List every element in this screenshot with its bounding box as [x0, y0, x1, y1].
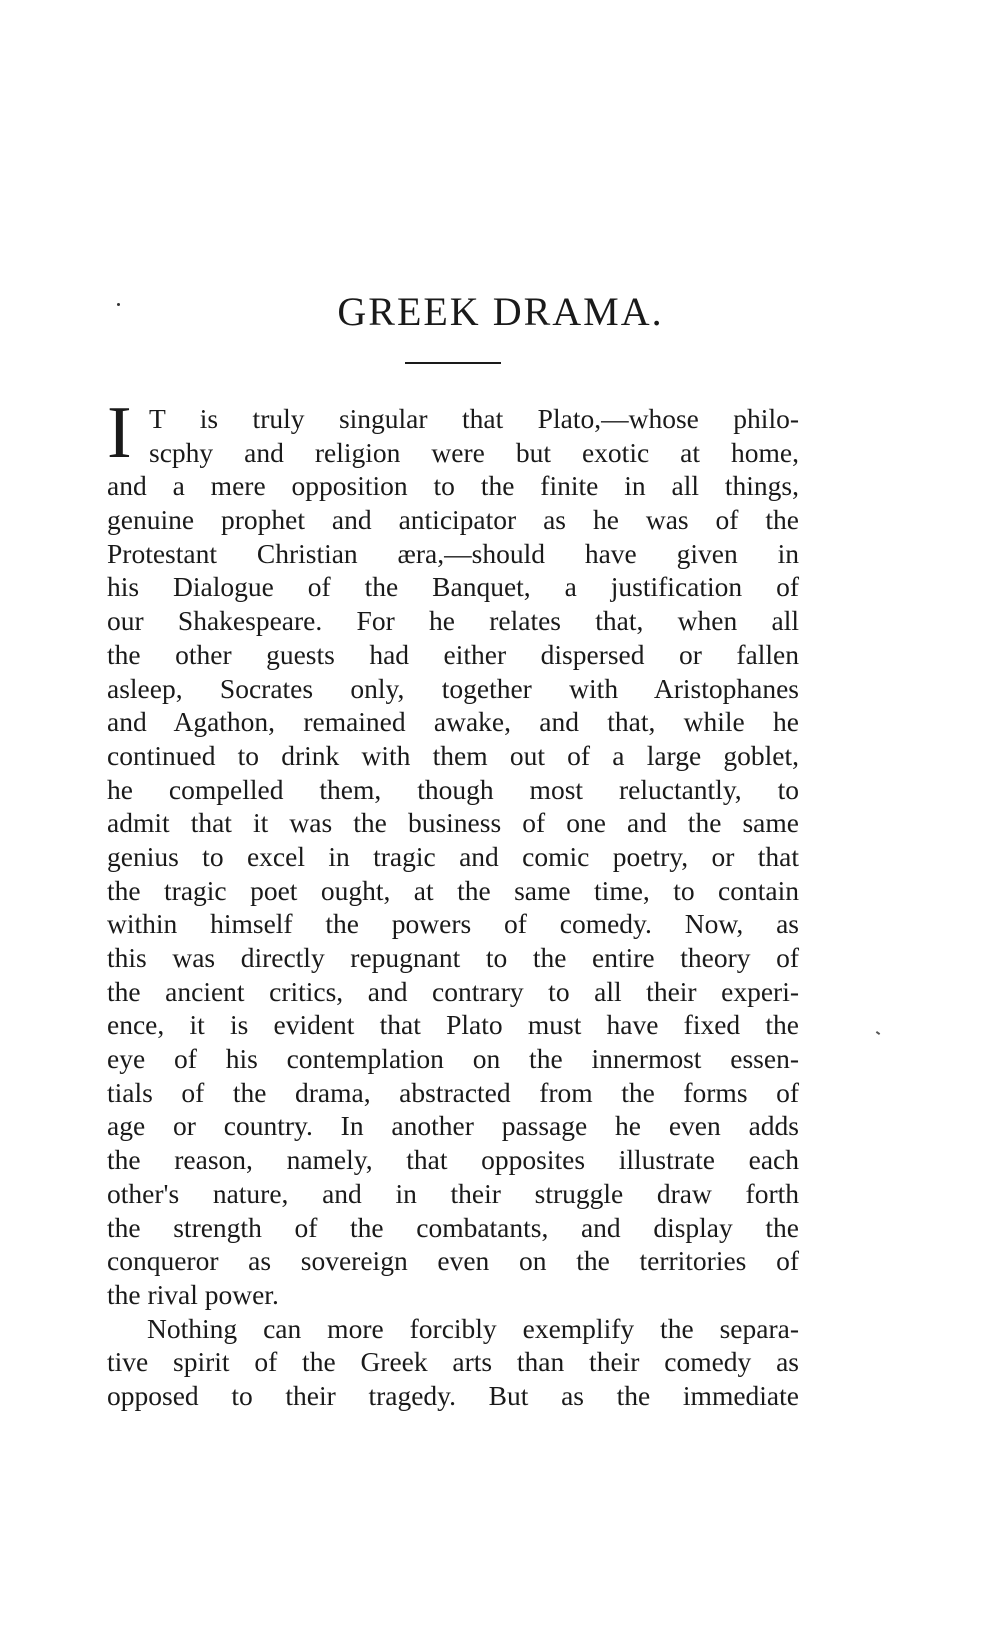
text-line: within himself the powers of comedy. Now, as — [107, 908, 799, 940]
text-line: genius to excel in tragic and comic poetry, or that — [107, 840, 799, 872]
title-rule — [405, 362, 501, 364]
text-line: scphy and religion were but exotic at home, — [149, 436, 799, 468]
text-line: and a mere opposition to the finite in all things, — [107, 470, 799, 502]
text-line: ence, it is evident that Plato must have fixed the — [107, 1009, 799, 1041]
text-line: the other guests had either dispersed or fallen — [107, 638, 799, 670]
text-line: his Dialogue of the Banquet, a justification of — [107, 571, 799, 603]
text-line: opposed to their tragedy. But as the immediate — [107, 1379, 799, 1411]
text-line: age or country. In another passage he even adds — [107, 1110, 799, 1142]
text-line: the ancient critics, and contrary to all their experi- — [107, 975, 799, 1007]
text-line: this was directly repugnant to the entire theory of — [107, 942, 799, 973]
text-line: Protestant Christian æra,—should have given in — [107, 537, 799, 569]
text-line: other's nature, and in their struggle draw forth — [107, 1177, 799, 1209]
text-line: the strength of the combatants, and display the — [107, 1211, 799, 1243]
text-line: genuine prophet and anticipator as he was of the — [107, 504, 799, 536]
text-line: he compelled them, though most reluctantly, to — [107, 773, 799, 805]
text-line: tials of the drama, abstracted from the forms of — [107, 1076, 799, 1108]
drop-cap: I — [107, 392, 132, 474]
chapter-title: GREEK DRAMA. — [337, 289, 664, 334]
text-line: the reason, namely, that opposites illustrate each — [107, 1144, 799, 1176]
body-text — [107, 392, 799, 1413]
text-line: asleep, Socrates only, together with Aristophanes — [107, 672, 799, 704]
text-line: the rival power. — [107, 1278, 279, 1310]
text-line: Nothing can more forcibly exemplify the separa- — [147, 1312, 799, 1344]
text-line: the tragic poet ought, at the same time, to contain — [107, 874, 799, 906]
text-line: our Shakespeare. For he relates that, when all — [107, 605, 799, 637]
text-line: admit that it was the business of one and the same — [107, 807, 799, 839]
text-line: tive spirit of the Greek arts than their comedy as — [107, 1346, 799, 1378]
text-line: T is truly singular that Plato,—whose philo- — [149, 403, 799, 434]
text-line: continued to drink with them out of a large goblet, — [107, 739, 799, 771]
text-line: and Agathon, remained awake, and that, while he — [107, 706, 799, 738]
text-line: conqueror as sovereign even on the territories of — [107, 1245, 799, 1277]
text-line: eye of his contemplation on the innermost essen- — [107, 1043, 799, 1075]
print-speck — [876, 1031, 880, 1035]
